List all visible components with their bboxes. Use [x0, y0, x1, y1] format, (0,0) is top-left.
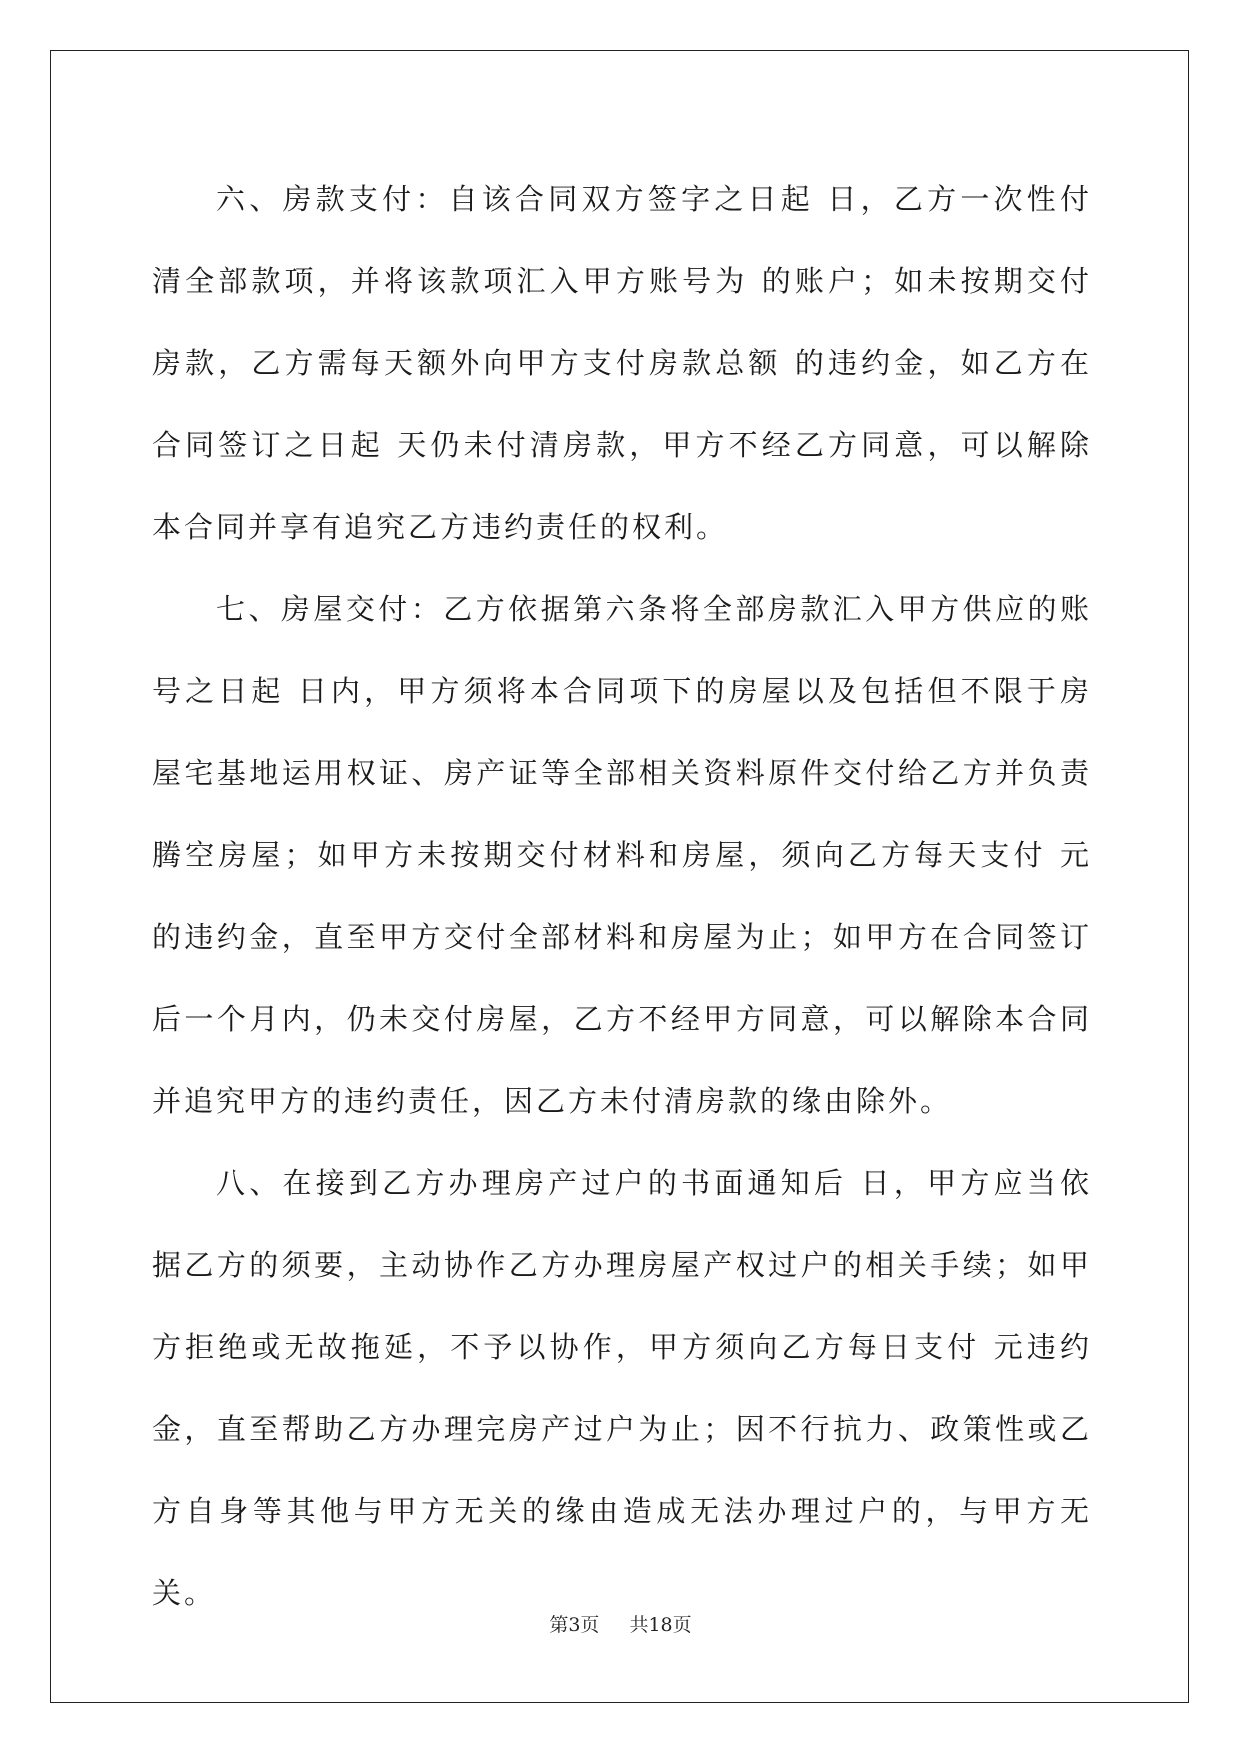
page-number: 第3页: [549, 1614, 600, 1636]
document-body: [152, 158, 1092, 1634]
page-footer: [0, 1610, 1241, 1637]
page-total: 共18页: [629, 1614, 692, 1636]
paragraph-transfer: 八、在接到乙方办理房产过户的书面通知后 日，甲方应当依据乙方的须要，主动协作乙方办理房屋产权过户的相关手续；如甲方拒绝或无故拖延，不予以协作，甲方须向乙方每日支付 元违约金，直至帮助乙方办理完房产过户为止；因不行抗力、政策性或乙方自身等其他与甲方无关的缘由造成无法办理过户的，与甲方无关。: [152, 1166, 1092, 1610]
paragraph-delivery: 七、房屋交付：乙方依据第六条将全部房款汇入甲方供应的账号之日起 日内，甲方须将本合同项下的房屋以及包括但不限于房屋宅基地运用权证、房产证等全部相关资料原件交付给乙方并负责腾空房屋；如甲方未按期交付材料和房屋，须向乙方每天支付 元的违约金，直至甲方交付全部材料和房屋为止；如甲方在合同签订后一个月内，仍未交付房屋，乙方不经甲方同意，可以解除本合同并追究甲方的违约责任，因乙方未付清房款的缘由除外。: [152, 592, 1092, 1118]
paragraph-payment: 六、房款支付：自该合同双方签字之日起 日，乙方一次性付清全部款项，并将该款项汇入甲方账号为 的账户；如未按期交付房款，乙方需每天额外向甲方支付房款总额 的违约金，如乙方在合同签订之日起 天仍未付清房款，甲方不经乙方同意，可以解除本合同并享有追究乙方违约责任的权利。: [152, 182, 1092, 544]
